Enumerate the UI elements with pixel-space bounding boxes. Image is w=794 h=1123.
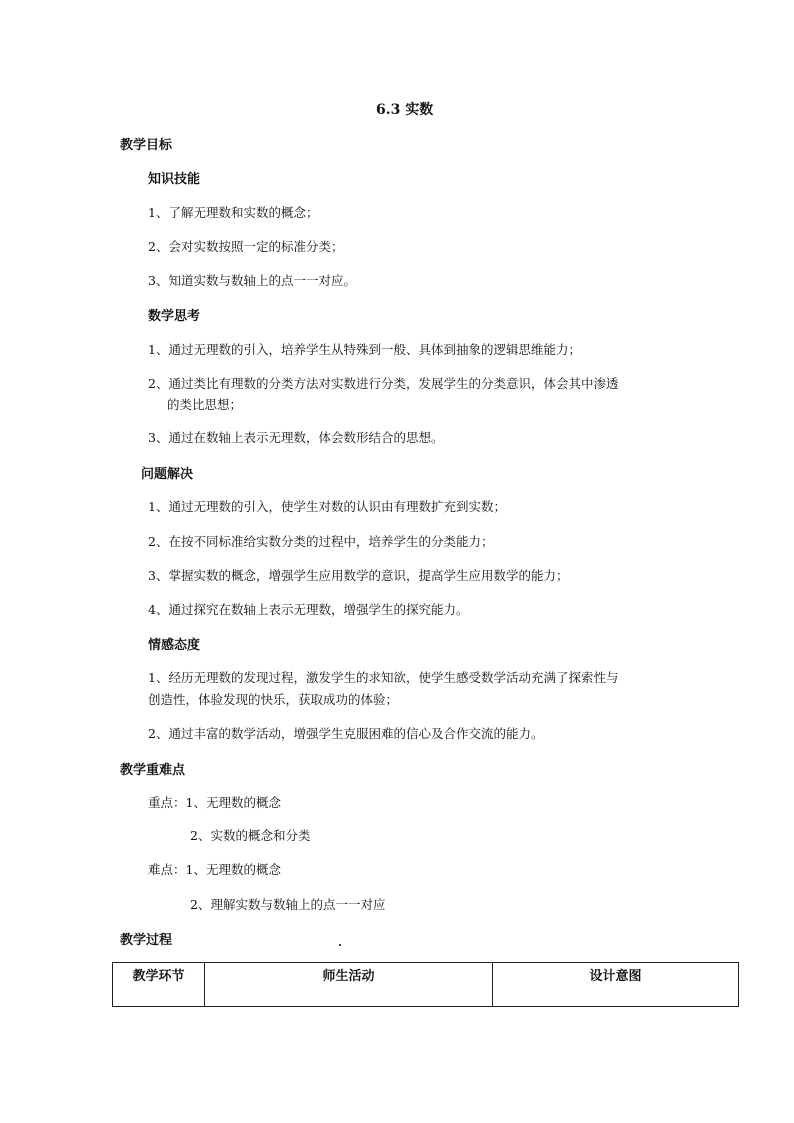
subheading-emotion-attitude: 情感态度 bbox=[148, 638, 201, 653]
table-header-row bbox=[113, 963, 739, 1007]
problem-item: 3、掌握实数的概念，增强学生应用数学的意识，提高学生应用数学的能力； bbox=[148, 568, 569, 583]
emotion-item: 2、通过丰富的数学活动，增强学生克服困难的信心及合作交流的能力。 bbox=[148, 726, 544, 741]
thinking-item: 3、通过在数轴上表示无理数，体会数形结合的思想。 bbox=[148, 430, 444, 445]
table-header-stage: 教学环节 bbox=[113, 963, 205, 1007]
knowledge-item: 1、了解无理数和实数的概念； bbox=[148, 205, 319, 220]
subheading-knowledge-skills: 知识技能 bbox=[148, 172, 201, 187]
key-point-line: 2、实数的概念和分类 bbox=[190, 828, 311, 843]
section-heading-teaching-goals: 教学目标 bbox=[120, 138, 173, 153]
subheading-math-thinking: 数学思考 bbox=[148, 309, 201, 324]
teaching-process-table bbox=[112, 962, 739, 1007]
problem-item: 2、在按不同标准给实数分类的过程中，培养学生的分类能力； bbox=[148, 534, 494, 549]
problem-item: 1、通过无理数的引入，使学生对数的认识由有理数扩充到实数； bbox=[148, 499, 506, 514]
table-header-intent: 设计意图 bbox=[493, 963, 739, 1007]
thinking-item: 1、通过无理数的引入，培养学生从特殊到一般、具体到抽象的逻辑思维能力； bbox=[148, 342, 581, 357]
knowledge-item: 3、知道实数与数轴上的点一一对应。 bbox=[148, 273, 356, 288]
section-heading-teaching-process: 教学过程 bbox=[120, 933, 173, 948]
knowledge-item: 2、会对实数按照一定的标准分类； bbox=[148, 239, 344, 254]
problem-item: 4、通过探究在数轴上表示无理数，增强学生的探究能力。 bbox=[148, 602, 469, 617]
emotion-item: 1、经历无理数的发现过程，激发学生的求知欲，使学生感受数学活动充满了探索性与 bbox=[148, 670, 619, 685]
thinking-item-continuation: 的类比思想； bbox=[167, 397, 243, 412]
thinking-item: 2、通过类比有理数的分类方法对实数进行分类，发展学生的分类意识，体会其中渗透 bbox=[148, 376, 619, 391]
table-header-activity: 师生活动 bbox=[205, 963, 493, 1007]
difficult-point-line: 难点：1、无理数的概念 bbox=[148, 862, 281, 877]
difficult-point-line: 2、理解实数与数轴上的点一一对应 bbox=[190, 897, 386, 912]
section-heading-key-points: 教学重难点 bbox=[120, 763, 186, 778]
emotion-item-continuation: 创造性，体验发现的快乐，获取成功的体验； bbox=[148, 692, 399, 707]
page-title: 6.3 实数 bbox=[376, 102, 434, 118]
subheading-problem-solving: 问题解决 bbox=[141, 467, 194, 482]
stray-mark bbox=[339, 944, 341, 946]
key-point-line: 重点：1、无理数的概念 bbox=[148, 795, 281, 810]
